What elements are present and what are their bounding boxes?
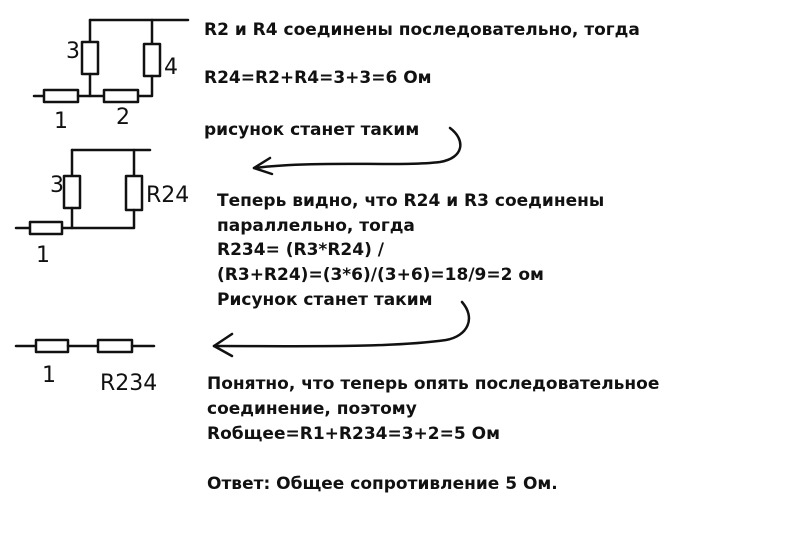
step1-line3: рисунок станет таким: [204, 120, 420, 140]
circuit-diagram-3: [16, 340, 154, 352]
label-r1: 1: [36, 243, 50, 268]
resistor-r2: [104, 90, 138, 102]
step2-line4: (R3+R24)=(3*6)/(3+6)=18/9=2 ом: [217, 265, 544, 285]
step2-line1: Теперь видно, что R24 и R3 соединены: [217, 191, 605, 211]
step2-line2: параллельно, тогда: [217, 216, 415, 236]
label-r234: R234: [100, 371, 158, 396]
resistor-r3: [82, 42, 98, 74]
wire-r4-bottom: [138, 76, 152, 96]
step3-line2: соединение, поэтому: [207, 399, 417, 419]
step1-line1: R2 и R4 соединены последовательно, тогда: [204, 20, 640, 40]
step3-line1: Понятно, что теперь опять последовательное: [207, 374, 660, 394]
label-r1: 1: [54, 109, 68, 134]
step2-line3: R234= (R3*R24) /: [217, 240, 384, 260]
label-r24: R24: [146, 183, 190, 208]
label-r4: 4: [164, 55, 178, 80]
resistor-r1: [44, 90, 78, 102]
resistor-r24: [126, 176, 142, 210]
step2-line5: Рисунок станет таким: [217, 290, 433, 310]
resistor-r1: [36, 340, 68, 352]
step3-line3: Rобщее=R1+R234=3+2=5 Ом: [207, 424, 500, 444]
circuit-diagram-2: [16, 150, 150, 234]
arrow-2: [214, 302, 469, 356]
label-r3: 3: [50, 173, 64, 198]
resistor-r4: [144, 44, 160, 76]
label-r2: 2: [116, 105, 130, 130]
resistor-r234: [98, 340, 132, 352]
resistor-r1: [30, 222, 62, 234]
label-r3: 3: [66, 39, 80, 64]
label-r1: 1: [42, 363, 56, 388]
answer-line: Ответ: Общее сопротивление 5 Ом.: [207, 474, 558, 494]
step1-line2: R24=R2+R4=3+3=6 Ом: [204, 68, 432, 88]
resistor-r3: [64, 176, 80, 208]
